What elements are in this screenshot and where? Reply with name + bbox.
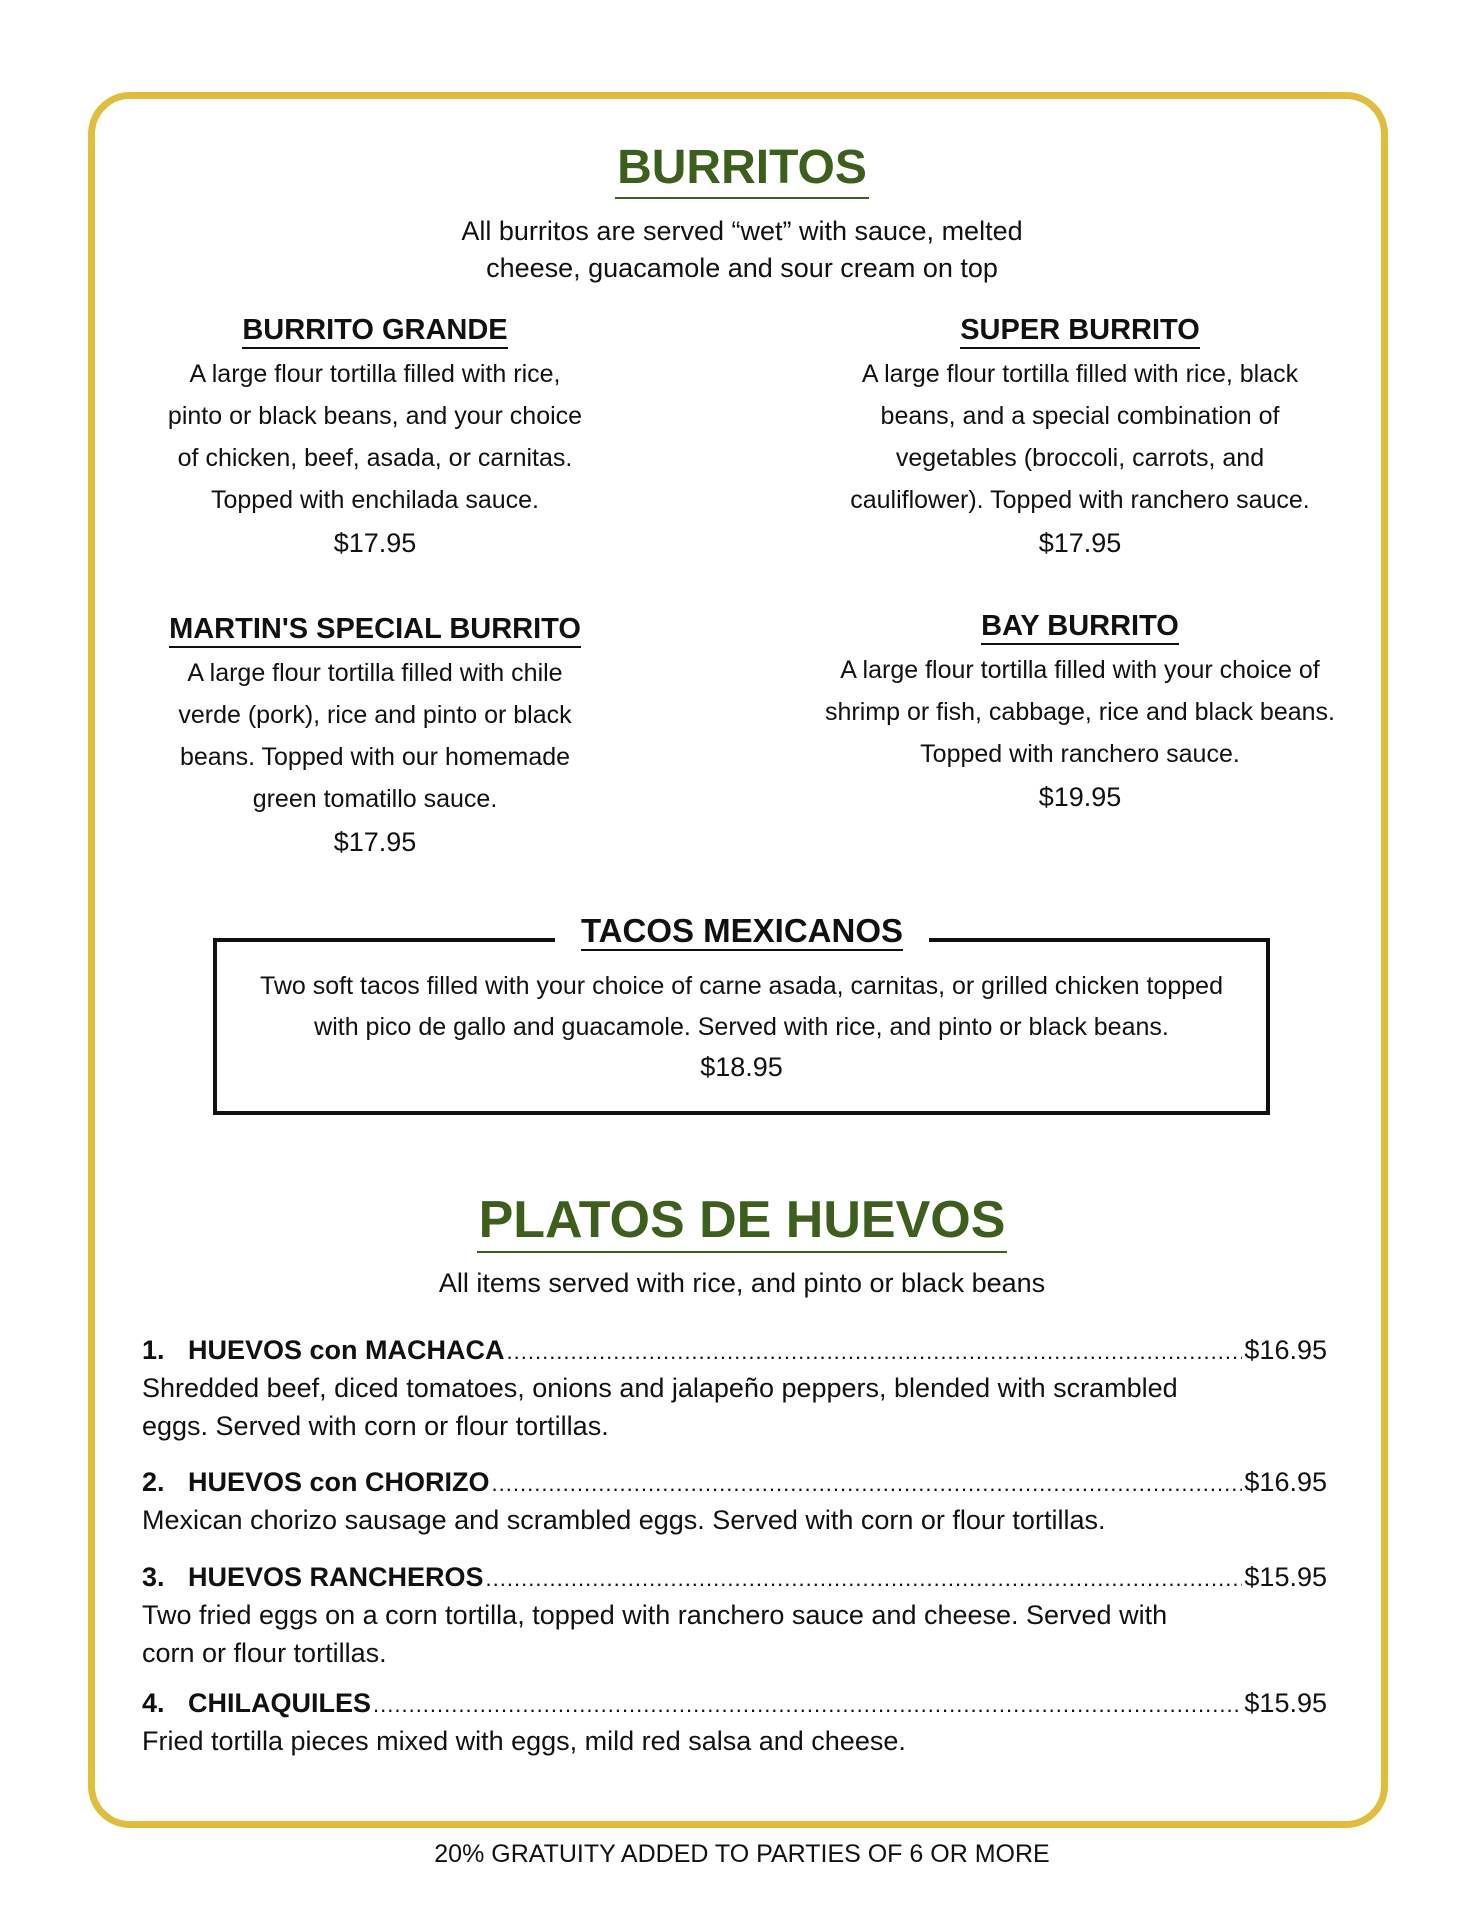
item-description: A large flour tortilla filled with rice, pinto or black beans, and your choice of chicken, beef, asada, or carnitas. Topped with enchilada sauce. xyxy=(167,360,583,514)
item-name: BAY BURRITO xyxy=(800,610,1360,643)
menu-item-super-burrito xyxy=(820,314,1340,565)
item-name: MARTIN'S SPECIAL BURRITO xyxy=(140,613,610,646)
tacos-price: $18.95 xyxy=(700,1052,783,1082)
tacos-title: TACOS MEXICANOS xyxy=(0,912,1484,950)
gratuity-note: 20% GRATUITY ADDED TO PARTIES OF 6 OR MORE xyxy=(434,1840,1050,1868)
item-number: 2. xyxy=(142,1467,165,1497)
burritos-intro-line2: cheese, guacamole and sour cream on top xyxy=(486,253,998,283)
menu-item-chilaquiles xyxy=(142,1686,1327,1760)
menu-item-bay-burrito xyxy=(800,610,1360,819)
item-description: A large flour tortilla filled with rice, black beans, and a special combination of vegetables (broccoli, carrots, and cauliflower). Topped with ranchero sauce. xyxy=(850,360,1310,514)
huevos-title: PLATOS DE HUEVOS xyxy=(0,1190,1484,1253)
item-name: SUPER BURRITO xyxy=(820,314,1340,347)
item-description: Mexican chorizo sausage and scrambled eggs. Served with corn or flour tortillas. xyxy=(142,1505,1106,1535)
item-header xyxy=(142,1560,1327,1596)
menu-item-burrito-grande xyxy=(140,314,610,565)
item-number: 4. xyxy=(142,1688,165,1718)
item-name: CHILAQUILES xyxy=(188,1688,372,1718)
item-description: A large flour tortilla filled with chile verde (pork), rice and pinto or black beans. Topped with our homemade green tomatillo sauce. xyxy=(178,659,572,813)
menu-item-huevos-con-chorizo xyxy=(142,1465,1327,1539)
burritos-intro-line1: All burritos are served “wet” with sauce, melted xyxy=(461,216,1023,246)
burritos-intro xyxy=(0,213,1484,287)
menu-item-huevos-rancheros xyxy=(142,1560,1327,1672)
dot-leader xyxy=(486,1562,1243,1596)
burritos-title: BURRITOS xyxy=(0,140,1484,199)
item-price: $19.95 xyxy=(1038,782,1122,812)
menu-item-huevos-con-machaca xyxy=(142,1333,1327,1445)
item-header xyxy=(142,1333,1327,1369)
item-header xyxy=(142,1686,1327,1722)
item-price: $17.95 xyxy=(333,827,417,857)
item-description: A large flour tortilla filled with your choice of shrimp or fish, cabbage, rice and black beans. Topped with ranchero sauce. xyxy=(825,656,1335,768)
item-name: HUEVOS RANCHEROS xyxy=(188,1562,484,1592)
item-number: 1. xyxy=(142,1335,165,1365)
item-price: $15.95 xyxy=(1244,1562,1327,1592)
dot-leader xyxy=(507,1335,1243,1369)
item-price: $17.95 xyxy=(333,528,417,558)
dot-leader xyxy=(373,1688,1242,1722)
item-price: $16.95 xyxy=(1244,1467,1327,1497)
item-name: BURRITO GRANDE xyxy=(140,314,610,347)
item-name: HUEVOS con CHORIZO xyxy=(188,1467,490,1497)
item-header xyxy=(142,1465,1327,1501)
menu-item-martins-special-burrito xyxy=(140,613,610,864)
huevos-intro: All items served with rice, and pinto or black beans xyxy=(438,1268,1046,1298)
item-description: Shredded beef, diced tomatoes, onions and jalapeño peppers, blended with scrambled eggs. Served with corn or flour tortillas. xyxy=(142,1373,1178,1441)
item-number: 3. xyxy=(142,1562,165,1592)
dot-leader xyxy=(492,1467,1243,1501)
item-description: Two fried eggs on a corn tortilla, topped with ranchero sauce and cheese. Served with corn or flour tortillas. xyxy=(142,1600,1168,1668)
item-description: Fried tortilla pieces mixed with eggs, mild red salsa and cheese. xyxy=(142,1726,906,1756)
item-price: $16.95 xyxy=(1244,1335,1327,1365)
item-price: $15.95 xyxy=(1244,1688,1327,1718)
tacos-description: Two soft tacos filled with your choice of carne asada, carnitas, or grilled chicken topped with pico de gallo and guacamole. Served with rice, and pinto or black beans. xyxy=(259,972,1223,1041)
item-price: $17.95 xyxy=(1038,528,1122,558)
item-name: HUEVOS con MACHACA xyxy=(188,1335,505,1365)
